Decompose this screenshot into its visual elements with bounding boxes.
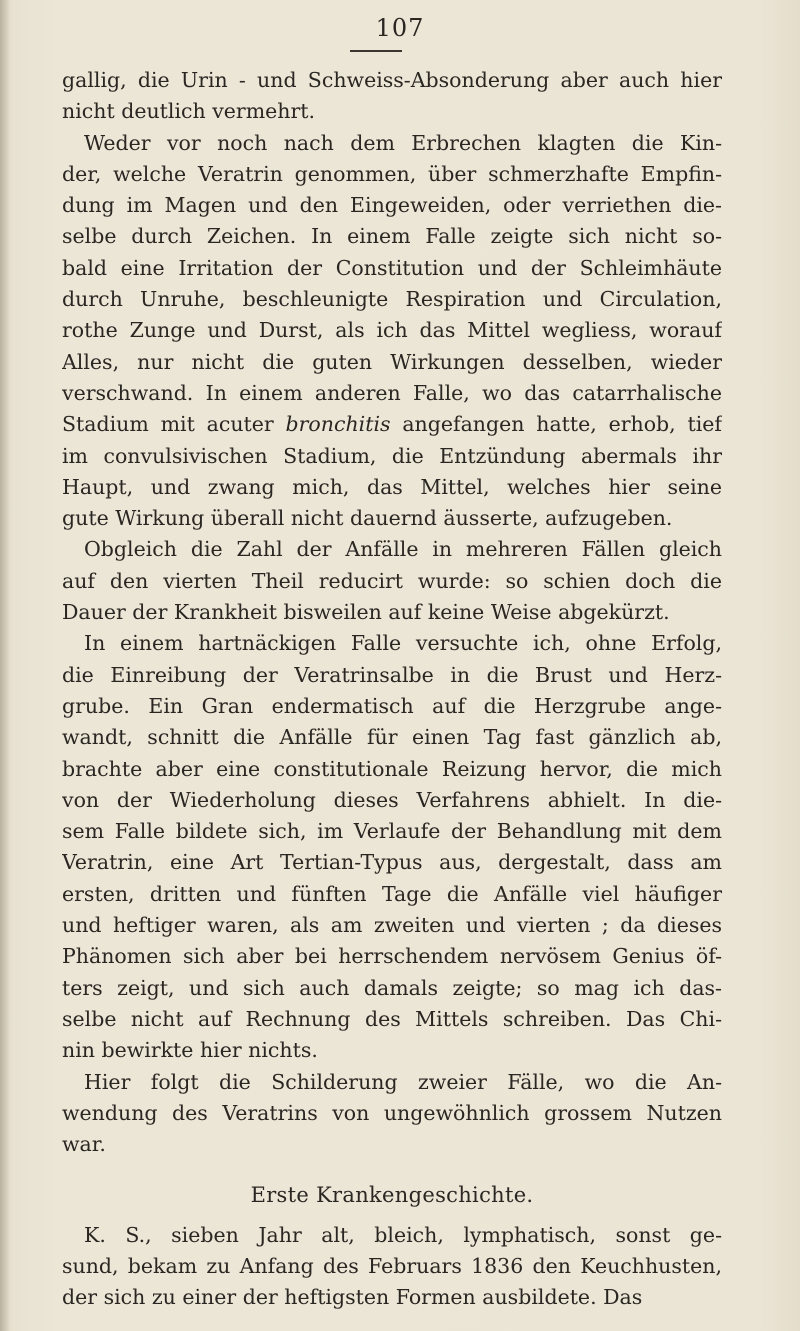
text-line: ters zeigt, und sich auch damals zeigte; so mag ich das- [62, 975, 722, 1000]
italic-term: bronchitis [285, 412, 391, 437]
text-line: K. S., sieben Jahr alt, bleich, lymphatisch, sonst ge- [84, 1222, 722, 1247]
text-line: der sich zu einer der heftigsten Formen ausbildete. Das [62, 1285, 643, 1310]
text-after-heading [62, 1220, 722, 1314]
text-line: Veratrin, eine Art Tertian-Typus aus, dergestalt, dass am [62, 850, 722, 875]
page-number: 107 [375, 14, 425, 42]
body-text [62, 65, 722, 1314]
text-line: war. [62, 1132, 106, 1157]
text-line: In einem hartnäckigen Falle versuchte ich, ohne Erfolg, [84, 631, 722, 656]
text-line: grube. Ein Gran endermatisch auf die Herzgrube ange- [62, 693, 722, 718]
text-line: brachte aber eine constitutionale Reizung hervor, die mich [62, 756, 722, 781]
text-line: und heftiger waren, als am zweiten und vierten ; da dieses [62, 913, 722, 938]
text-line: durch Unruhe, beschleunigte Respiration und Circulation, [62, 287, 722, 312]
text-line: bald eine Irritation der Constitution und der Schleimhäute [62, 255, 722, 280]
text-line: Obgleich die Zahl der Anfälle in mehreren Fällen gleich [84, 537, 722, 562]
text-line: ersten, dritten und fünften Tage die Anfälle viel häufiger [62, 881, 722, 906]
text-line: Stadium mit acuter bronchitis angefangen hatte, erhob, tief [62, 412, 722, 437]
text-line: Phänomen sich aber bei herrschendem nervösem Genius öf- [62, 944, 722, 969]
text-line: nin bewirkte hier nichts. [62, 1038, 318, 1063]
text-line: selbe durch Zeichen. In einem Falle zeigte sich nicht so- [62, 224, 722, 249]
text-line: wandt, schnitt die Anfälle für einen Tag fast gänzlich ab, [62, 725, 722, 750]
text-line: verschwand. In einem anderen Falle, wo das catarrhalische [62, 380, 722, 405]
text-line: dung im Magen und den Eingeweiden, oder verriethen die- [62, 193, 722, 218]
text-line: selbe nicht auf Rechnung des Mittels schreiben. Das Chi- [62, 1006, 722, 1031]
paragraph [62, 628, 722, 1066]
text-line: Hier folgt die Schilderung zweier Fälle, wo die An- [84, 1069, 722, 1094]
text-line: auf den vierten Theil reducirt wurde: so schien doch die [62, 568, 722, 593]
text-line: Weder vor noch nach dem Erbrechen klagten die Kin- [84, 130, 722, 155]
text-line: gallig, die Urin - und Schweiss-Absonderung aber auch hier [62, 68, 722, 92]
text-line: rothe Zunge und Durst, als ich das Mittel wegliess, worauf [62, 318, 722, 343]
spine-shadow [0, 0, 10, 1331]
text-line: der, welche Veratrin genommen, über schmerzhafte Empfin- [62, 161, 722, 186]
paragraph [62, 65, 722, 128]
text-line: gute Wirkung überall nicht dauernd äusserte, aufzugeben. [62, 506, 673, 531]
text-line: Alles, nur nicht die guten Wirkungen desselben, wieder [62, 349, 722, 374]
text-before-heading [62, 65, 722, 1160]
text-line: wendung des Veratrins von ungewöhnlich grossem Nutzen [62, 1100, 722, 1125]
text-line: Haupt, und zwang mich, das Mittel, welches hier seine [62, 474, 722, 499]
paragraph [62, 534, 722, 628]
paragraph [62, 1067, 722, 1161]
text-line: Dauer der Krankheit bisweilen auf keine Weise abgekürzt. [62, 600, 670, 625]
section-title: Erste Krankengeschichte. [250, 1183, 534, 1208]
text-line: im convulsivischen Stadium, die Entzündung abermals ihr [62, 443, 722, 468]
paragraph [62, 1220, 722, 1314]
text-line: von der Wiederholung dieses Verfahrens abhielt. In die- [62, 787, 722, 812]
text-line: sem Falle bildete sich, im Verlaufe der Behandlung mit dem [62, 819, 722, 844]
text-line: nicht deutlich vermehrt. [62, 99, 316, 124]
text-line: die Einreibung der Veratrinsalbe in die Brust und Herz- [62, 662, 722, 687]
paragraph [62, 128, 722, 535]
text-line: sund, bekam zu Anfang des Februars 1836 den Keuchhusten, [62, 1253, 722, 1278]
header-rule [350, 50, 402, 52]
